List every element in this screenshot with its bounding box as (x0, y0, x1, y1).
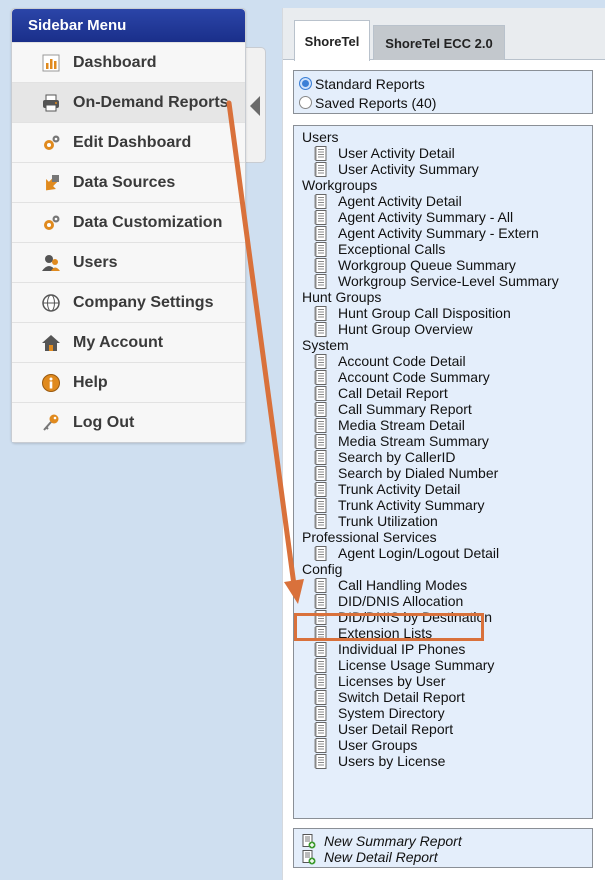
sidebar-item-label: Help (73, 373, 108, 391)
sidebar-item-label: My Account (73, 333, 164, 351)
globe-icon (40, 292, 62, 314)
report-link-licenses-by-user[interactable] (302, 673, 584, 689)
standard-reports-label: Standard Reports (315, 75, 425, 92)
sidebar-item-label: On-Demand Reports (73, 93, 229, 111)
new-detail-report-link[interactable] (302, 849, 584, 865)
sidebar-item-company-settings[interactable] (12, 282, 245, 322)
report-link-did-dnis-by-destination[interactable] (302, 609, 584, 625)
report-link-call-handling-modes[interactable] (302, 577, 584, 593)
info-icon (40, 372, 62, 394)
home-icon (40, 332, 62, 354)
report-label: Agent Activity Summary - All (338, 209, 514, 225)
report-document-icon (314, 242, 338, 257)
report-document-icon (314, 514, 338, 529)
report-document-icon (314, 498, 338, 513)
report-link-individual-ip-phones[interactable] (302, 641, 584, 657)
sidebar-item-on-demand-reports[interactable] (12, 82, 245, 122)
report-label: DID/DNIS by Destination (338, 609, 493, 625)
saved-reports-label: Saved Reports (40) (315, 94, 437, 111)
report-label: Hunt Group Call Disposition (338, 305, 511, 321)
report-link-call-summary-report[interactable] (302, 401, 584, 417)
report-document-icon (314, 258, 338, 273)
report-document-icon (314, 274, 338, 289)
report-label: Exceptional Calls (338, 241, 446, 257)
group-title-professional-services: Professional Services (302, 529, 437, 545)
radio-unselected-icon[interactable] (299, 96, 312, 109)
new-detail-report-label: New Detail Report (324, 849, 438, 865)
report-link-trunk-activity-summary[interactable] (302, 497, 584, 513)
printer-icon (40, 92, 62, 114)
report-document-icon (314, 450, 338, 465)
report-link-account-code-summary[interactable] (302, 369, 584, 385)
report-link-agent-activity-summary-all[interactable] (302, 209, 584, 225)
report-document-icon (314, 642, 338, 657)
report-document-icon (314, 434, 338, 449)
report-link-user-detail-report[interactable] (302, 721, 584, 737)
report-document-icon (314, 146, 338, 161)
report-label: Call Detail Report (338, 385, 448, 401)
report-label: User Detail Report (338, 721, 454, 737)
sidebar-item-help[interactable] (12, 362, 245, 402)
report-label: Agent Activity Detail (338, 193, 462, 209)
sidebar-item-label: Dashboard (73, 53, 157, 71)
report-link-call-detail-report[interactable] (302, 385, 584, 401)
group-title-workgroups: Workgroups (302, 177, 378, 193)
report-label: Extension Lists (338, 625, 433, 641)
report-document-icon (314, 402, 338, 417)
report-link-trunk-utilization[interactable] (302, 513, 584, 529)
sidebar-item-label: Company Settings (73, 293, 214, 311)
report-document-icon (314, 482, 338, 497)
report-label: Account Code Summary (338, 369, 490, 385)
report-link-agent-login-logout-detail[interactable] (302, 545, 584, 561)
tab-shoretel[interactable]: ShoreTel (294, 20, 370, 61)
report-label: Switch Detail Report (338, 689, 465, 705)
report-document-icon (314, 210, 338, 225)
report-link-agent-activity-detail[interactable] (302, 193, 584, 209)
report-document-icon (314, 370, 338, 385)
report-link-user-activity-summary[interactable] (302, 161, 584, 177)
report-label: Search by Dialed Number (338, 465, 499, 481)
report-document-icon (314, 226, 338, 241)
report-document-icon (314, 754, 338, 769)
report-document-icon (314, 466, 338, 481)
sidebar-item-data-sources[interactable] (12, 162, 245, 202)
new-report-icon (302, 834, 316, 849)
report-link-account-code-detail[interactable] (302, 353, 584, 369)
report-label: User Groups (338, 737, 418, 753)
report-link-extension-lists[interactable] (302, 625, 584, 641)
report-link-hunt-group-overview[interactable] (302, 321, 584, 337)
report-link-users-by-license[interactable] (302, 753, 584, 769)
report-document-icon (314, 306, 338, 321)
users-icon (40, 252, 62, 274)
sidebar-item-edit-dashboard[interactable] (12, 122, 245, 162)
sidebar-title: Sidebar Menu (12, 9, 245, 42)
report-document-icon (314, 322, 338, 337)
report-document-icon (314, 594, 338, 609)
report-type-selector (293, 70, 593, 114)
sidebar-item-label: Data Sources (73, 173, 176, 191)
report-label: Account Code Detail (338, 353, 466, 369)
report-link-hunt-group-call-disposition[interactable] (302, 305, 584, 321)
arrows-icon (40, 172, 62, 194)
report-document-icon (314, 546, 338, 561)
tab-bar (283, 8, 605, 60)
saved-reports-option[interactable] (299, 93, 587, 112)
group-title-users: Users (302, 129, 339, 145)
new-summary-report-link[interactable] (302, 833, 584, 849)
report-link-license-usage-summary[interactable] (302, 657, 584, 673)
report-link-did-dnis-allocation[interactable] (302, 593, 584, 609)
report-label: License Usage Summary (338, 657, 495, 673)
radio-selected-icon[interactable] (299, 77, 312, 90)
new-report-icon (302, 850, 316, 865)
report-actions (293, 828, 593, 868)
report-label: Workgroup Service-Level Summary (338, 273, 559, 289)
standard-reports-option[interactable] (299, 74, 587, 93)
report-label: Search by CallerID (338, 449, 456, 465)
report-label: Individual IP Phones (338, 641, 466, 657)
report-label: Trunk Utilization (338, 513, 438, 529)
tab-shoretel-ecc[interactable]: ShoreTel ECC 2.0 (373, 25, 505, 60)
sidebar-item-label: Users (73, 253, 118, 271)
sidebar-menu (11, 8, 246, 443)
report-label: User Activity Detail (338, 145, 455, 161)
group-title-system: System (302, 337, 349, 353)
report-label: Trunk Activity Summary (338, 497, 485, 513)
report-link-exceptional-calls[interactable] (302, 241, 584, 257)
report-label: User Activity Summary (338, 161, 479, 177)
report-link-search-by-callerid[interactable] (302, 449, 584, 465)
report-label: Call Handling Modes (338, 577, 468, 593)
report-link-search-by-dialed-number[interactable] (302, 465, 584, 481)
sidebar-item-data-customization[interactable] (12, 202, 245, 242)
report-link-agent-activity-summary-extern[interactable] (302, 225, 584, 241)
report-link-system-directory[interactable] (302, 705, 584, 721)
report-label: Media Stream Summary (338, 433, 489, 449)
sidebar-item-users[interactable] (12, 242, 245, 282)
report-document-icon (314, 626, 338, 641)
report-document-icon (314, 690, 338, 705)
report-link-user-groups[interactable] (302, 737, 584, 753)
report-document-icon (314, 722, 338, 737)
report-list (293, 125, 593, 819)
report-label: Agent Login/Logout Detail (338, 545, 500, 561)
group-title-hunt-groups: Hunt Groups (302, 289, 382, 305)
report-link-workgroup-service-level-summary[interactable] (302, 273, 584, 289)
report-label: Hunt Group Overview (338, 321, 473, 337)
report-label: Trunk Activity Detail (338, 481, 461, 497)
report-document-icon (314, 658, 338, 673)
sidebar-item-log-out[interactable] (12, 402, 245, 442)
report-document-icon (314, 194, 338, 209)
report-label: Users by License (338, 753, 446, 769)
report-document-icon (314, 706, 338, 721)
report-label: System Directory (338, 705, 445, 721)
report-label: Agent Activity Summary - Extern (338, 225, 539, 241)
report-link-media-stream-detail[interactable] (302, 417, 584, 433)
sidebar-item-label: Log Out (73, 413, 135, 431)
report-document-icon (314, 578, 338, 593)
gears-icon (40, 212, 62, 234)
report-document-icon (314, 386, 338, 401)
key-icon (40, 412, 62, 434)
sidebar-item-dashboard[interactable] (12, 42, 245, 82)
report-link-media-stream-summary[interactable] (302, 433, 584, 449)
report-document-icon (314, 610, 338, 625)
sidebar-item-label: Edit Dashboard (73, 133, 192, 151)
group-title-config: Config (302, 561, 343, 577)
sidebar-item-label: Data Customization (73, 213, 223, 231)
report-link-switch-detail-report[interactable] (302, 689, 584, 705)
report-label: Workgroup Queue Summary (338, 257, 516, 273)
report-link-user-activity-detail[interactable] (302, 145, 584, 161)
new-summary-report-label: New Summary Report (324, 833, 462, 849)
report-document-icon (314, 418, 338, 433)
reports-panel (282, 8, 605, 880)
report-label: Call Summary Report (338, 401, 472, 417)
report-document-icon (314, 162, 338, 177)
report-label: Media Stream Detail (338, 417, 465, 433)
gears-icon (40, 132, 62, 154)
report-link-trunk-activity-detail[interactable] (302, 481, 584, 497)
report-document-icon (314, 354, 338, 369)
report-document-icon (314, 674, 338, 689)
report-document-icon (314, 738, 338, 753)
report-label: Licenses by User (338, 673, 446, 689)
report-label: DID/DNIS Allocation (338, 593, 464, 609)
bar-chart-icon (40, 52, 62, 74)
report-link-workgroup-queue-summary[interactable] (302, 257, 584, 273)
sidebar-item-my-account[interactable] (12, 322, 245, 362)
